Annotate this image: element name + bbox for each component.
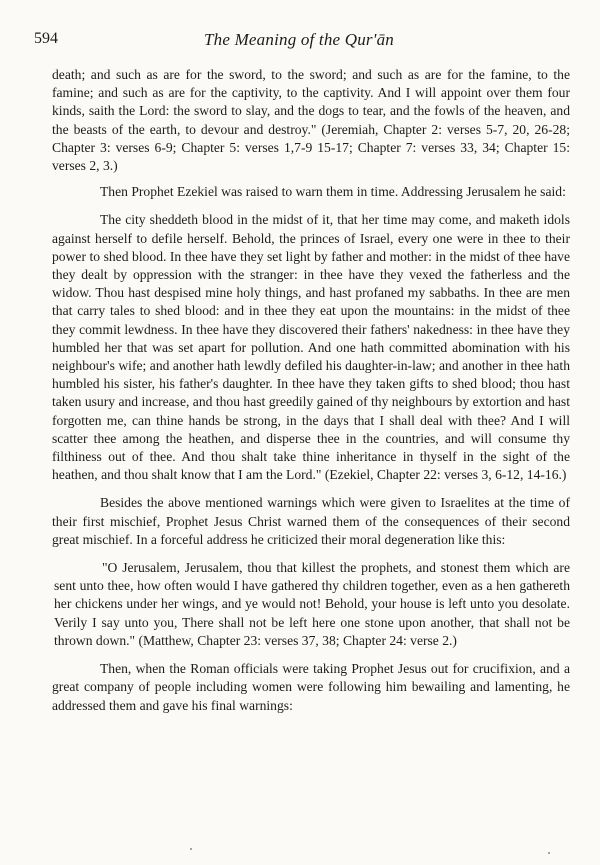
running-title: The Meaning of the Qur'ān xyxy=(204,30,394,49)
page-body xyxy=(52,66,570,725)
paragraph-jesus-intro: Besides the above mentioned warnings which were given to Israelites at the time of their first mischief, Prophet Jesus Christ warned them of the consequences of their second great mischief. In a forceful address he criticized their moral degeneration like this: xyxy=(52,495,570,547)
quote-matthew: "O Jerusalem, Jerusalem, thou that killest the prophets, and stonest them which are sent unto thee, how often would I have gathered thy children together, even as a hen gathereth her chickens under her wings, and ye would not! Behold, your house is left unto you desolate. Verily I say unto you, There shall not be left here one stone upon another, that shall not be thrown down." (Matthew, Chapter 23: verses 37, 38; Chapter 24: verse 2.) xyxy=(54,560,570,648)
page-header xyxy=(34,30,564,52)
page-number: 594 xyxy=(34,30,58,47)
paragraph-ezekiel-intro: Then Prophet Ezekiel was raised to warn them in time. Addressing Jerusalem he said: xyxy=(100,184,566,200)
scan-speck xyxy=(190,848,192,850)
paragraph-continued: death; and such as are for the sword, to the sword; and such as are for the famine, to the famine; and such as are for the captivity, to the captivity. And I will appoint over them four kinds, saith the Lord: the sword to slay, and the dogs to tear, and the fowls of the heaven, and the beasts of the earth, to devour and destroy." (Jeremiah, Chapter 2: verses 5-7, 20, 26-28; Chapter 3: verses 6-9; Chapter 5: verses 1,7-9 15-17; Chapter 7: verses 33, 34; Chapter 15: verses 2, 3.) xyxy=(52,67,570,174)
quote-ezekiel: The city sheddeth blood in the midst of it, that her time may come, and maketh idols against herself to defile herself. Behold, the princes of Israel, every one were in thee to their power to shed blood. In thee have they set light by father and mother: in the midst of thee have they dealt by oppression with the stranger: in thee have they vexed the fatherless and the widow. Thou hast despised mine holy things, and hast profaned my sabbaths. In thee are men that carry tales to shed blood: and in thee they eat upon the mountains: in the midst of thee they commit lewdness. In thee have they discovered their fathers' nakedness: in thee have they humbled her that was set apart for pollution. And one hath committed abomination with his neighbour's wife; and another hath lewdly defiled his daughter-in-law; and another in thee hath humbled his sister, his father's daughter. In thee have they taken gifts to shed blood; thou hast taken usury and increase, and thou hast greedily gained of thy neighbours by extortion and hast forgotten me, can thine hands be strong, in the days that I shall deal with thee? And I will scatter thee among the heathen, and disperse thee in the countries, and will consume thy filthiness out of thee. And thou shalt take thine inheritance in thyself in the sight of the heathen, and thou shalt know that I am the Lord." (Ezekiel, Chapter 22: verses 3, 6-12, 14-16.) xyxy=(52,212,570,483)
scan-speck xyxy=(548,852,550,854)
paragraph-crucifixion: Then, when the Roman officials were taking Prophet Jesus out for crucifixion, and a great company of people including women were following him bewailing and lamenting, he addressed them and gave his final warnings: xyxy=(52,661,570,713)
